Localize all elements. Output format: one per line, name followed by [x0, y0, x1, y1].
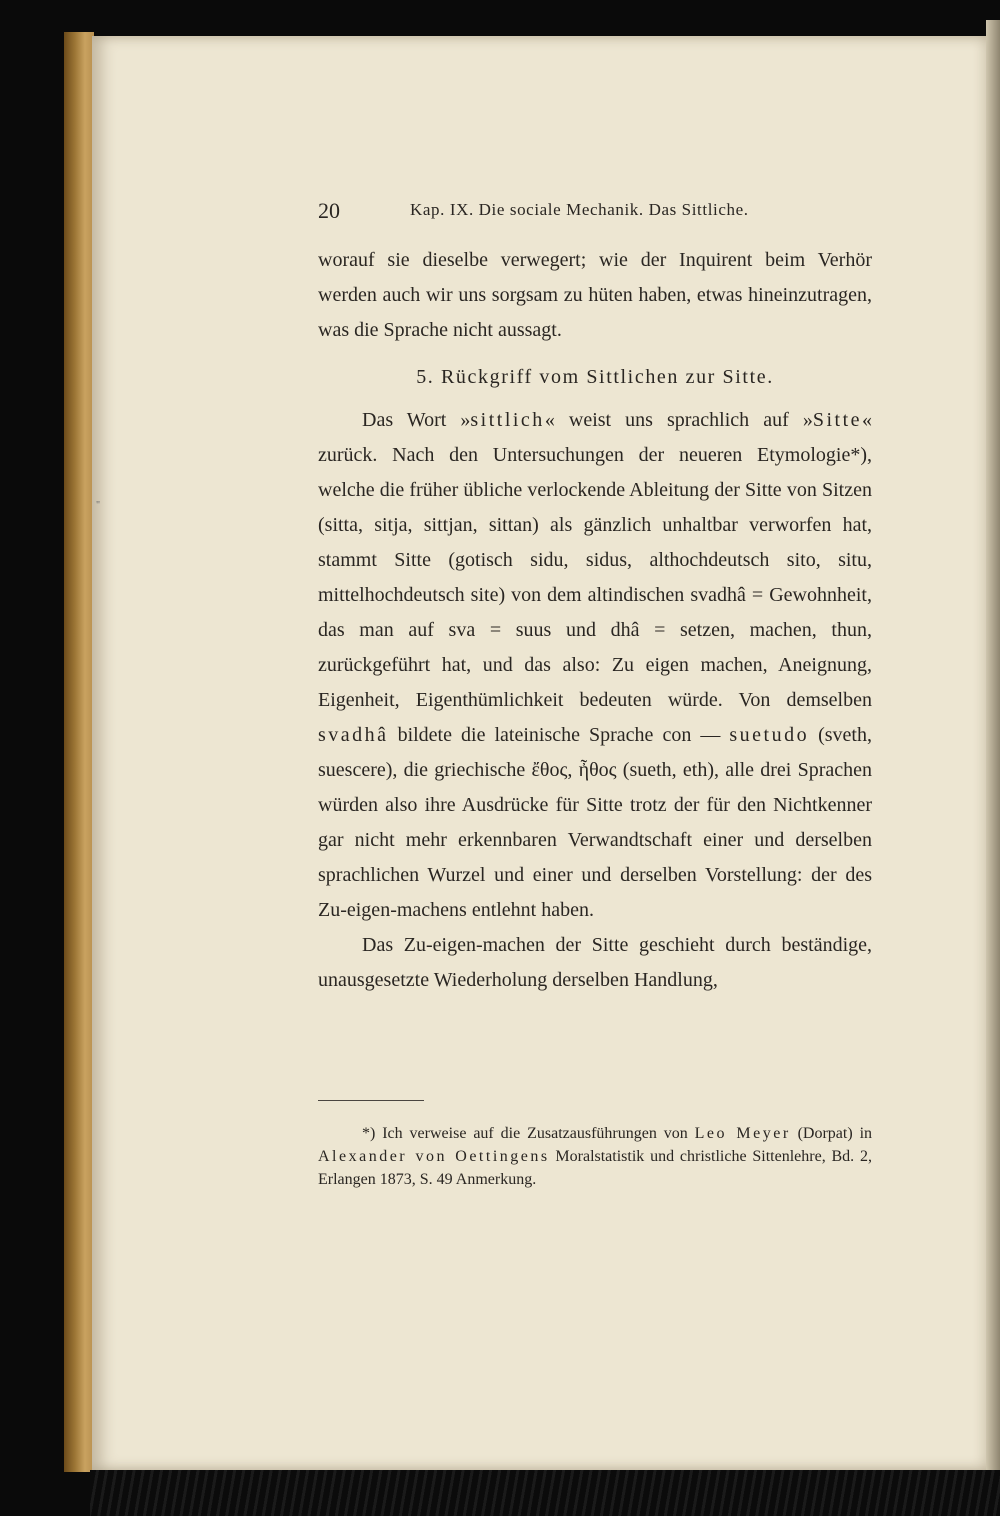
margin-mark: " — [96, 500, 101, 511]
page-number: 20 — [318, 198, 340, 223]
paragraph-2 — [318, 403, 872, 928]
paragraph-1: worauf sie dieselbe verwegert; wie der Inquirent beim Verhör werden auch wir uns sorgsam zu hüten haben, etwas hineinzutragen, was die Sprache nicht aussagt. — [318, 249, 872, 341]
footnote-rule — [318, 1100, 424, 1101]
fn-emphasis: Leo Meyer — [694, 1125, 791, 1142]
p2-text: « zurück. Nach den Untersuchungen der neueren Etymologie*), welche die früher übliche verlockende Ableitung der Sitte von Sitzen (sitta, sitja, sittjan, sittan) als gänzlich unhaltbar verworfen hat, stammt Sitte (gotisch sidu, sidus, althochdeutsch sito, situ, mittelhochdeutsch site) von dem altindischen svadhâ = Gewohnheit, das man auf sva = suus und dhâ = setzen, machen, thun, zurückgeführt hat, und das also: Zu eigen machen, Aneignung, Eigenheit, Eigenthümlichkeit bedeuten würde. Von demselben — [318, 409, 872, 711]
running-head — [318, 198, 872, 228]
book-page-edge-right — [986, 20, 1000, 1470]
book-cover-strip — [90, 1470, 1000, 1516]
running-title: Kap. IX. Die sociale Mechanik. Das Sittliche. — [410, 200, 749, 219]
body-text — [318, 243, 872, 998]
fn-text: Moralstatistik und christliche Sittenlehre, Bd. 2, Erlangen 1873, S. 49 Anmerkung. — [318, 1148, 872, 1188]
fn-text: (Dorpat) in — [790, 1125, 873, 1142]
footnote-text — [318, 1122, 872, 1191]
p2-text: (sveth, suescere), die griechische ἔθος, ἦθος (sueth, eth), alle drei Sprachen würden also ihre Ausdrücke für Sitte trotz der für den Nichtkenner gar nicht mehr erkennbaren Verwandtschaft einer und derselben sprachlichen Wurzel und einer und derselben Vorstellung: der des Zu-eigen-machens entlehnt haben. — [318, 724, 872, 921]
footnote — [318, 1122, 872, 1191]
p2-emphasis: Sitte — [812, 409, 862, 431]
fn-text: *) Ich verweise auf die Zusatzausführungen von — [362, 1125, 695, 1142]
p2-emphasis: suetudo — [729, 724, 810, 746]
p2-text: Das Wort » — [362, 409, 471, 431]
p2-emphasis: sittlich — [470, 409, 545, 431]
fn-emphasis: Alexander von Oettingens — [318, 1148, 550, 1165]
section-heading: 5. Rückgriff vom Sittlichen zur Sitte. — [416, 366, 774, 388]
p2-emphasis: svadhâ — [318, 724, 389, 746]
paragraph-3: Das Zu-eigen-machen der Sitte geschieht durch beständige, unausgesetzte Wiederholung derselben Handlung, — [318, 934, 872, 991]
book-page-edge-left — [64, 32, 94, 1472]
p2-text: bildete die lateinische Sprache con — — [388, 724, 730, 746]
p2-text: « weist uns sprachlich auf » — [544, 409, 813, 431]
